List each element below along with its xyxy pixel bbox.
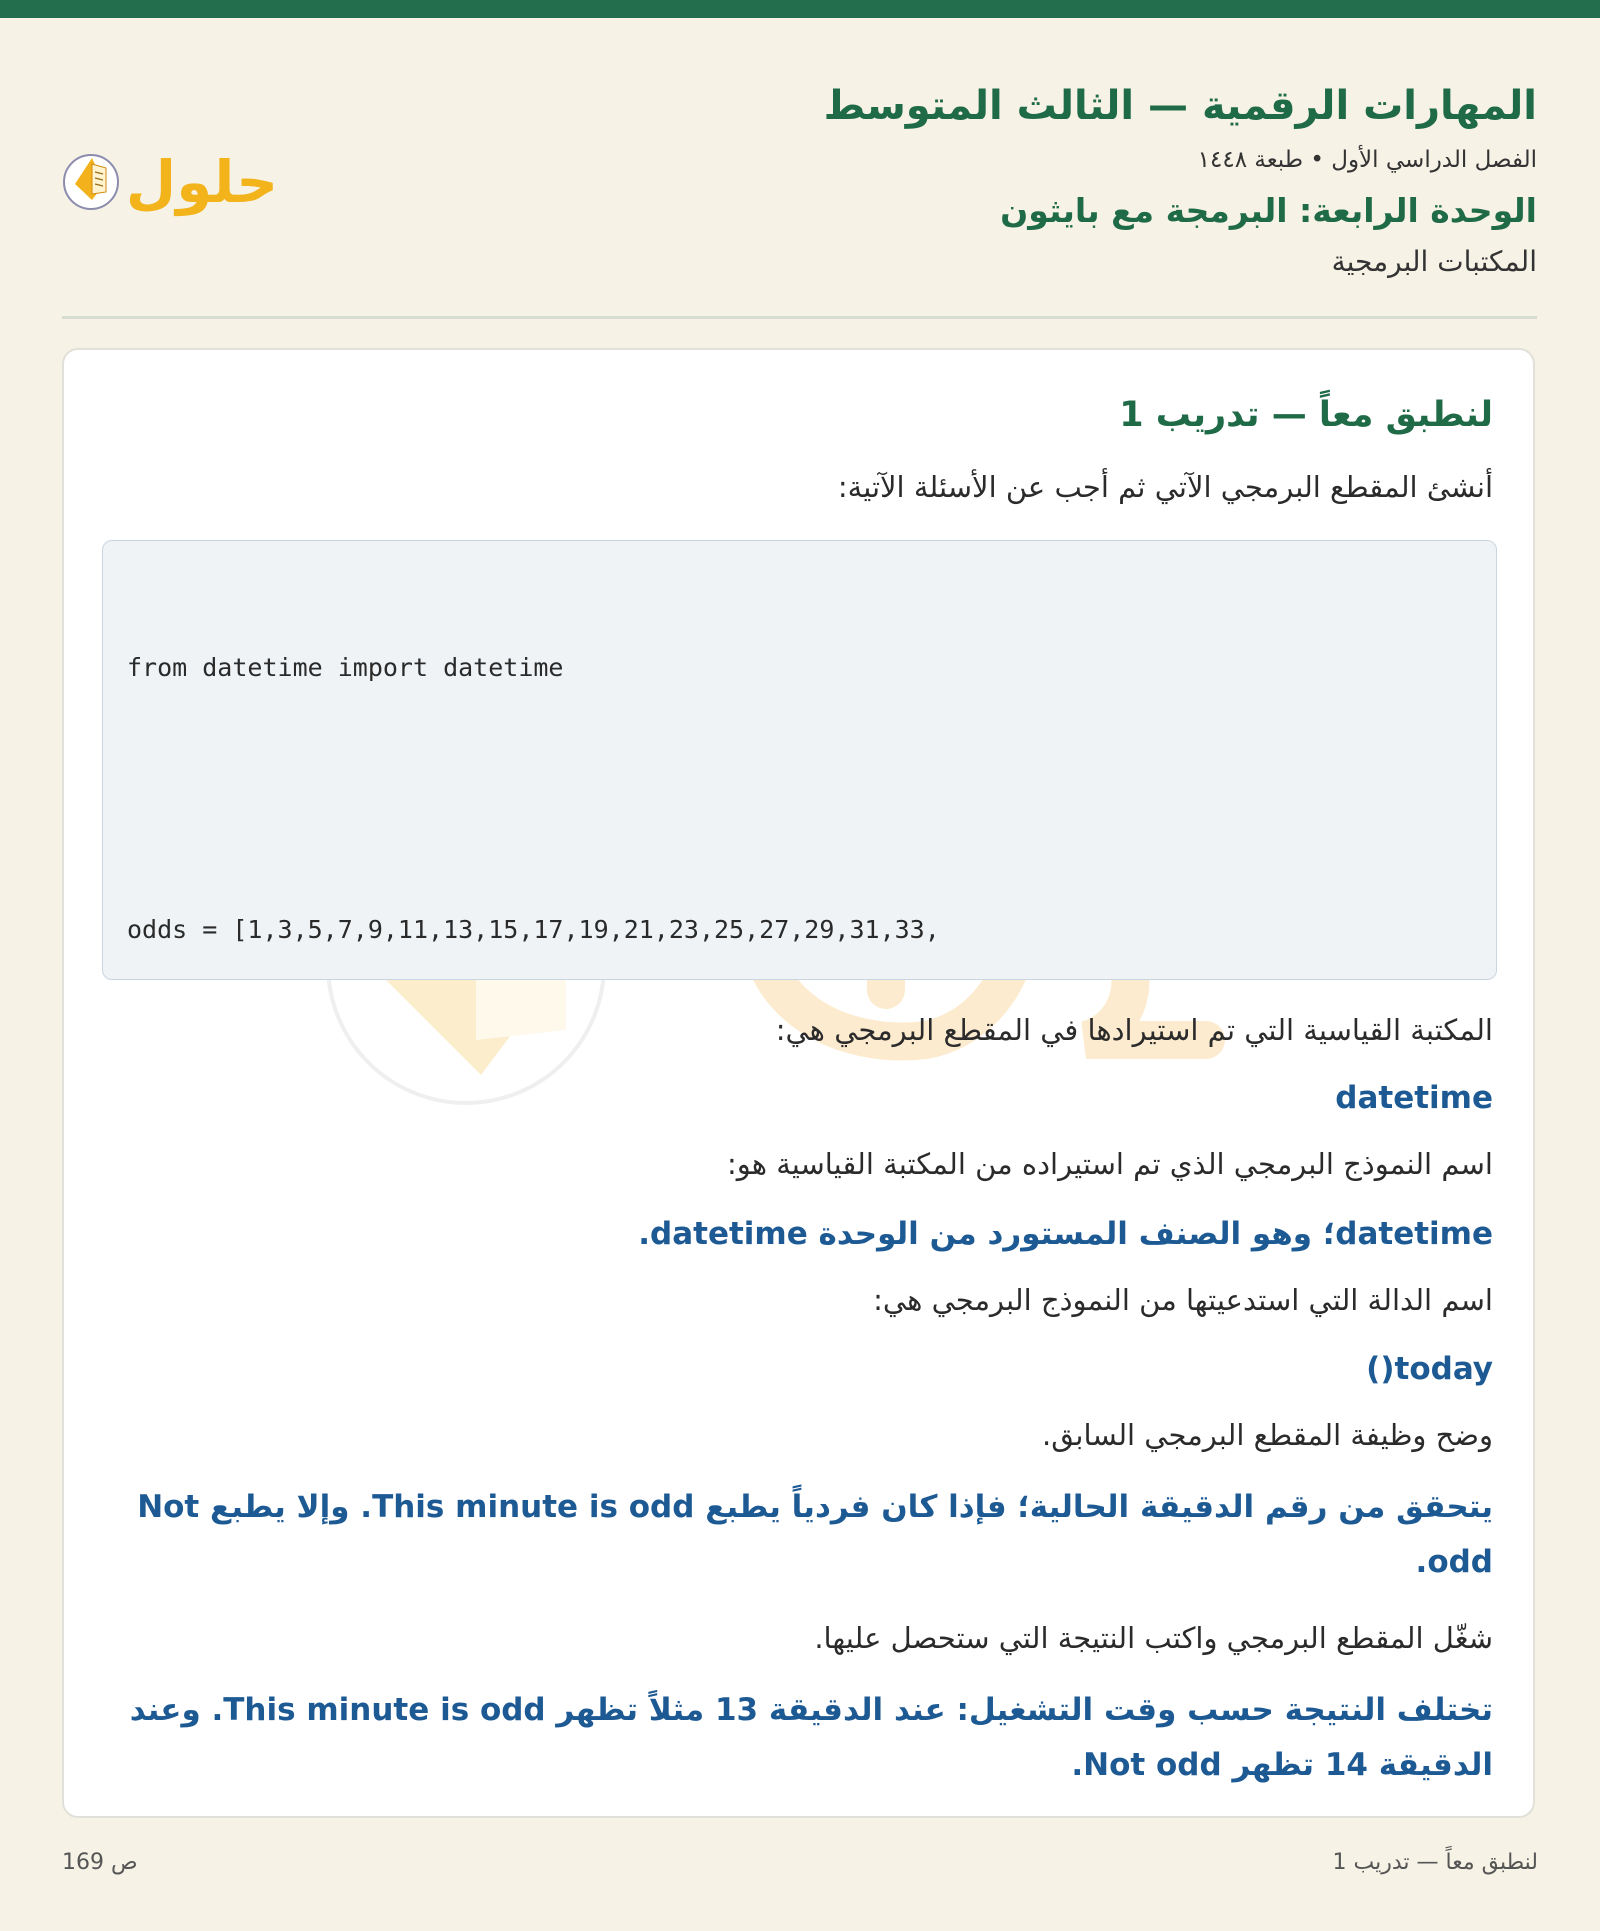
exercise-title: لنطبق معاً — تدريب 1 <box>1119 395 1493 435</box>
question-1: المكتبة القياسية التي تم استيرادها في المقطع البرمجي هي: <box>775 1013 1493 1047</box>
svg-text:حلول: حلول <box>125 148 279 216</box>
answer-3: today() <box>1366 1351 1493 1387</box>
question-3: اسم الدالة التي استدعيتها من النموذج البرمجي هي: <box>873 1283 1493 1317</box>
answer-4: يتحقق من رقم الدقيقة الحالية؛ فإذا كان فردياً يطبع This minute is odd. وإلا يطبع Not odd. <box>137 1489 1493 1580</box>
code-block <box>102 540 1497 980</box>
exercise-instructions: أنشئ المقطع البرمجي الآتي ثم أجب عن الأسئلة الآتية: <box>837 470 1493 504</box>
code-line: from datetime import datetime <box>127 653 564 683</box>
question-2: اسم النموذج البرمجي الذي تم استيراده من المكتبة القياسية هو: <box>726 1147 1493 1181</box>
top-accent-bar <box>0 0 1600 18</box>
code-line <box>127 777 1472 821</box>
unit-title: الوحدة الرابعة: البرمجة مع بايثون <box>1000 191 1537 230</box>
header-divider <box>62 316 1537 319</box>
question-4: وضح وظيفة المقطع البرمجي السابق. <box>1042 1418 1493 1452</box>
footer-section-label: لنطبق معاً — تدريب 1 <box>1332 1850 1538 1875</box>
hulul-logo <box>62 134 287 226</box>
edition-subtitle: الفصل الدراسي الأول • طبعة ١٤٤٨ <box>1197 147 1537 173</box>
answer-2: datetime؛ وهو الصنف المستورد من الوحدة datetime. <box>638 1216 1493 1252</box>
lesson-title: المكتبات البرمجية <box>1331 245 1537 278</box>
question-5: شغّل المقطع البرمجي واكتب النتيجة التي ستحصل عليها. <box>814 1621 1493 1655</box>
code-line: odds = [1,3,5,7,9,11,13,15,17,19,21,23,25,27,29,31,33, <box>127 914 940 944</box>
page-number: ص 169 <box>62 1850 138 1875</box>
book-title: المهارات الرقمية — الثالث المتوسط <box>823 83 1537 129</box>
page-header <box>62 76 1537 316</box>
answer-1: datetime <box>1335 1080 1493 1116</box>
exercise-card <box>62 348 1535 1818</box>
answer-5: تختلف النتيجة حسب وقت التشغيل: عند الدقيقة 13 مثلاً تظهر This minute is odd. وعند الدقيقة 14 تظهر Not odd. <box>129 1692 1493 1783</box>
